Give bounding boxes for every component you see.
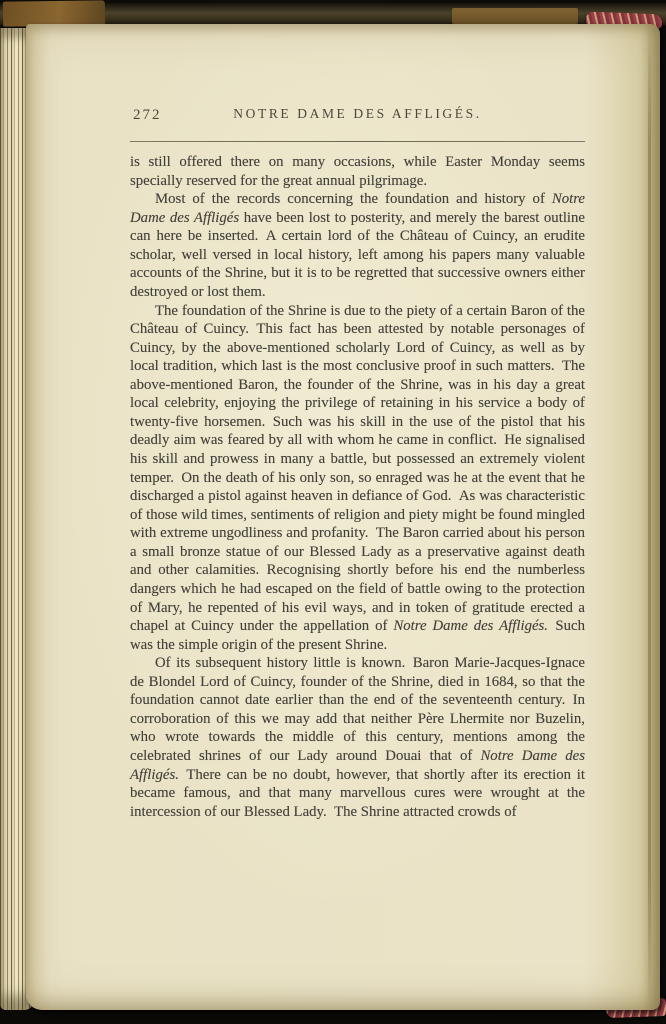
text-run: Most of the records concerning the foundation and history of [155, 191, 552, 208]
italic-phrase: Notre Dame des Affligés. [130, 748, 585, 783]
page-number: 272 [133, 107, 162, 123]
body-text [130, 153, 585, 821]
paragraph [130, 153, 585, 190]
text-run: The foundation of the Shrine is due to the piety of a certain Baron of the Château of Cuincy. This fact has been attested by notable personages of Cuincy, by the above-mentioned scholarly Lord of Cuincy, as well as by local tradition, which last is the most conclusive proof in such matters. The above-mentioned Baron, the founder of the Shrine, was in his day a great local celebrity, enjoying the privilege of retaining in his service a body of twenty-five horsemen. Such was his skill in the use of the pistol that his deadly aim was feared by all with whom he came in conflict. He signalised his skill and prowess in many a battle, but possessed an extremely violent temper. On the death of his only son, so enraged was he at the event that he discharged a pistol against heaven in defiance of God. As was characteristic of those wild times, sentiments of religion and piety might be found mingled with extreme ungodliness and profanity. The Baron carried about his person a small bronze statue of our Blessed Lady as a preservative against death and other calamities. Recognising shortly before his end the numberless dangers which he had escaped on the field of battle owing to the protection of Mary, he repented of his evil ways, and in token of gratitude erected a chapel at Cuincy under the appellation of [130, 302, 585, 635]
italic-phrase: Notre Dame des Affligés [130, 191, 585, 226]
book-cover-patch-right [452, 8, 578, 24]
header-rule [130, 141, 585, 142]
italic-phrase: Notre Dame des Affligés. [393, 618, 548, 635]
text-run: Of its subsequent history little is known. Baron Marie-Jacques-Ignace de Blondel Lord of Cuincy, founder of the Shrine, died in 1684, so that the foundation cannot date earlier than the end of the seventeenth century. In corroboration of this we may add that neither Père Lhermite nor Buzelin, who wrote towards the middle of this century, mentions among the celebrated shrines of our Lady around Douai that of [130, 655, 585, 764]
page-header [130, 106, 585, 126]
text-run: There can be no doubt, however, that shortly after its erection it became famous, and that many marvellous cures were wrought at the intercession of our Blessed Lady. The Shrine attracted crowds of [130, 766, 585, 820]
text-run: have been lost to posterity, and merely the barest outline can here be inserted. A certain lord of the Château of Cuincy, an erudite scholar, well versed in local history, left among his papers many valuable accounts of the Shrine, but it is to be regretted that successive owners either destroyed or lost them. [130, 209, 586, 300]
text-run: is still offered there on many occasions, while Easter Monday seems specially reserved for the great annual pilgrimage. [130, 154, 585, 189]
paragraph [130, 302, 585, 655]
text-run: Such was the simple origin of the present Shrine. [130, 618, 585, 653]
paragraph [130, 190, 585, 301]
paragraph [130, 654, 585, 821]
book-cover-corner-patch-left [3, 0, 105, 26]
page-text-column [130, 106, 585, 821]
running-header: NOTRE DAME DES AFFLIGÉS. [233, 106, 482, 121]
